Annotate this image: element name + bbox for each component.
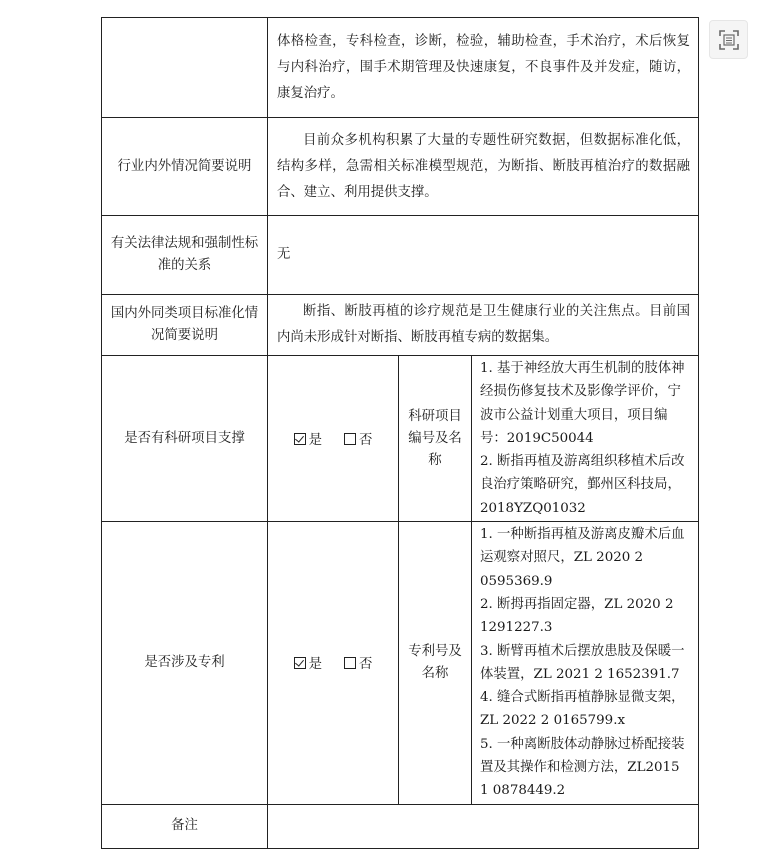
laws-label: 有关法律法规和强制性标准的关系	[102, 216, 268, 295]
row-laws	[102, 216, 699, 295]
standard-proposal-table	[101, 17, 699, 849]
research-item-2: 2. 断指再植及游离组织移植术后改良治疗策略研究，鄞州区科技局，2018YZQ01032	[480, 454, 685, 516]
patent-item-2: 2. 断拇再指固定器，ZL 2020 2 1291227.3	[480, 596, 674, 636]
patent-item-5: 5. 一种离断肢体动静脉过桥配接装置及其操作和检测方法，ZL2015 1 0878449.2	[480, 736, 685, 799]
patent-no-checkbox[interactable]	[344, 657, 356, 669]
row-patent	[102, 522, 699, 805]
research-items	[472, 356, 699, 522]
scan-frame-button[interactable]	[709, 20, 748, 59]
research-item-1: 1. 基于神经放大再生机制的肢体神经损伤修复技术及影像学评价，宁波市公益计划重大项目，项目编号：2019C50044	[480, 361, 685, 446]
patent-yes-label: 是	[308, 657, 322, 673]
similar-text: 断指、断肢再植的诊疗规范是卫生健康行业的关注焦点。目前国内尚未形成针对断指、断肢再植专病的数据集。	[268, 295, 699, 356]
patent-sublabel: 专利号及名称	[399, 522, 472, 805]
row-similar	[102, 295, 699, 356]
laws-text: 无	[268, 216, 699, 295]
patent-item-1: 1. 一种断指再植及游离皮瓣术后血运观察对照尺，ZL 2020 2 0595369.9	[480, 527, 685, 589]
research-yes-checkbox[interactable]	[294, 433, 306, 445]
row-industry	[102, 118, 699, 216]
patent-item-3: 3. 断臂再植术后摆放患肢及保暖一体装置，ZL 2021 2 1652391.7	[480, 643, 685, 682]
patent-items	[472, 522, 699, 805]
industry-label: 行业内外情况简要说明	[102, 118, 268, 216]
research-choice	[268, 356, 399, 522]
remarks-label: 备注	[102, 804, 268, 848]
remarks-text	[268, 804, 699, 848]
row-scope	[102, 18, 699, 118]
research-yes-label: 是	[308, 433, 322, 449]
row-research	[102, 356, 699, 522]
patent-yes-checkbox[interactable]	[294, 657, 306, 669]
research-no-label: 否	[359, 433, 373, 449]
scope-text: 体格检查，专科检查，诊断，检验，辅助检查，手术治疗，术后恢复与内科治疗，围手术期管理及快速康复，不良事件及并发症，随访，康复治疗。	[268, 18, 699, 118]
research-sublabel: 科研项目编号及名称	[399, 356, 472, 522]
scan-frame-icon	[718, 29, 740, 51]
row-remarks	[102, 804, 699, 848]
patent-no-label: 否	[359, 657, 373, 673]
research-no-checkbox[interactable]	[344, 433, 356, 445]
scope-label-cell	[102, 18, 268, 118]
patent-choice	[268, 522, 399, 805]
patent-label: 是否涉及专利	[102, 522, 268, 805]
industry-text: 目前众多机构积累了大量的专题性研究数据，但数据标准化低，结构多样，急需相关标准模型规范，为断指、断肢再植治疗的数据融合、建立、利用提供支撑。	[268, 118, 699, 216]
research-label: 是否有科研项目支撑	[102, 356, 268, 522]
patent-item-4: 4. 缝合式断指再植静脉显微支架，ZL 2022 2 0165799.x	[480, 690, 685, 729]
similar-label: 国内外同类项目标准化情况简要说明	[102, 295, 268, 356]
